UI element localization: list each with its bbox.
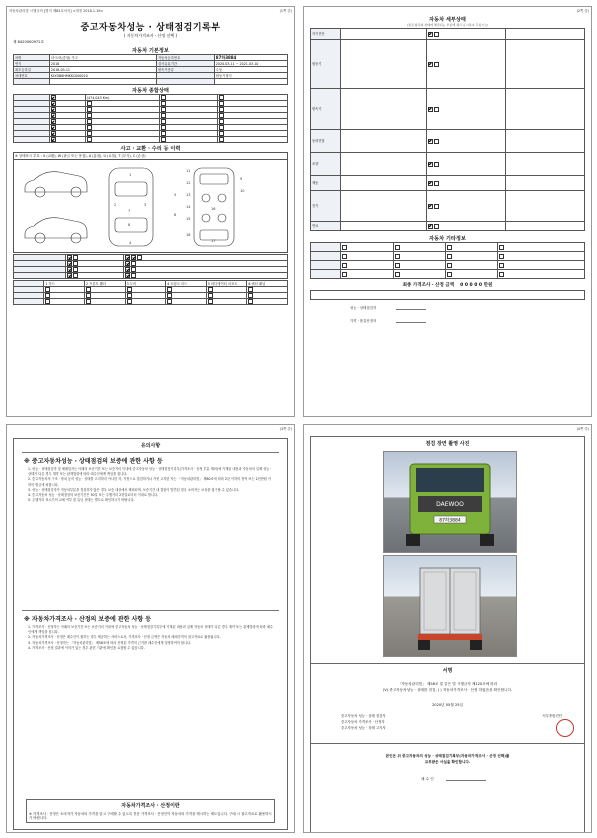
official-seal: [556, 719, 574, 737]
accident-note: ※ 상태표시 부호 : X (교환), W (판금 또는 용접), A (흠집), U (요철), T (부식), C (손상): [13, 152, 288, 160]
general-status-title: 자동차 종합상태: [132, 88, 169, 94]
page-4: [303, 424, 592, 833]
zone-number: 15: [186, 217, 191, 222]
zone-number: 11: [186, 169, 191, 174]
general-status-table: [13, 94, 288, 143]
plate-number: 87하3884: [214, 55, 287, 61]
other-info-table: [310, 242, 585, 279]
page-1: [6, 6, 295, 417]
zone-number: 5: [174, 193, 177, 198]
detail-status-table: 자기진단 원동기 변속기 동력전달 조향 제동 전기 연료: [310, 28, 585, 231]
document-subtitle: ( 자동차가격조사 · 산정 선택 ): [123, 33, 178, 38]
other-info-title: 자동차 기타정보: [429, 236, 466, 242]
page-number: (1쪽 중): [279, 9, 292, 13]
page-2: [303, 6, 592, 417]
zone-number: 17: [211, 239, 216, 244]
vehicle-diagram: [13, 160, 288, 253]
signer-appraiser: 중고자동차 가격조사 · 산정자: [341, 720, 385, 724]
signature-section-title: 서명: [442, 668, 453, 674]
organization-name: 서부종합진단: [542, 714, 562, 718]
zone-number: 3: [144, 203, 147, 208]
zone-number: 4: [129, 241, 132, 246]
final-price-value: 0 0 0 0 0 만원: [460, 283, 493, 288]
mileage-value: (474,043 Km): [85, 95, 159, 101]
document-number: 제 8420000972호: [13, 40, 44, 44]
zone-number: 7: [128, 209, 131, 214]
zone-number: 12: [186, 181, 191, 186]
truck-rear-illustration: [384, 556, 516, 656]
basic-info-table: 차명 마·트럭(중형) 카고 자동차등록번호 87하3884 연식 2018 검사유효기간 2020.03.11 ~ 2021.03.10 최초등록일 2018-03-11 변속기종류 수동 차대번호 KLYDB6HMKKC000010 원동기형식: [13, 54, 288, 85]
page-number: (3쪽 중): [279, 427, 292, 431]
parts-legend-table: 1 후드 2 프론트 휀더 3 도어 4 트렁크 리드 5 라디에이터 서포트 6 쿼터 패널: [13, 280, 288, 305]
zone-number: 16: [211, 207, 216, 212]
appraiser-signature-label: 가격 · 품질산정자: [350, 319, 377, 323]
page-number: (4쪽 중): [576, 427, 589, 431]
buyer-signature-line: [446, 780, 486, 781]
signer-notifier: 중고자동차 성능 · 상태 고지자: [341, 726, 386, 730]
performance-guarantee-text: 1. 성능 · 상태점검자 및 매매업자는 아래의 보증기간 또는 보증거리 이내에 중고자동차 성능 · 상태점검기록부(가격조사 · 산정 부분 제외)에 기재된 내용과 자동차의 실제 성능 · 상태가 다른 경우 계약 또는 관계법령에 따라 매수인에게 책임을 집니다. 2. 중고자동차의 구조 · 장치 등의 성능 · 상태를 고지하지 아니한 자, 거짓으로 점검하거나 거짓 고지한 자는 「자동차관리법」 제80조에 따라 2년 이하의 징역 또는 2천만원 이하의 벌금에 처합니다. 3. 성능 · 상태점검자가 자동차부분을 점검하지 않은 경우 보증 대상에서 제외되며, 보증기간 내 결함이 발견된 경우 소비자는 보상을 청구할 수 있습니다. 4. 중고자동차 성능 · 상태점검의 보증기간은 30일 또는 주행거리 2천킬로미터 이내로 합니다. 5. 주행거리 표시기의 교체 여부 및 튜닝 상태는 별도로 확인하시기 바랍니다.: [28, 467, 272, 503]
zone-number: 18: [186, 233, 191, 238]
detail-status-title: 자동차 세부상태: [429, 17, 466, 23]
receipt-statement: 본인은 위 중고자동차의 성능 · 상태점검기록부(자동차가격조사 · 산정 선택)를 교부받은 사실을 확인합니다.: [385, 754, 510, 764]
price-guarantee-heading: ※ 자동차가격조사 · 산정의 보증에 관한 사항 등: [24, 616, 152, 623]
detail-status-subtitle: (점검 항목의 상태에 해당되는 부분에 체크 표시하여 주십시오): [406, 23, 489, 27]
accident-history-title: 사고 · 교환 · 수리 등 이력: [120, 146, 181, 152]
zone-number: 10: [240, 189, 245, 194]
page-header: 자동차관리법 시행규칙 [별지 제82호서식] <개정 2018.1.19>: [9, 9, 104, 13]
inspector-signature-label: 성능 · 상태점검자: [350, 306, 377, 310]
signature-date: 2020년 05월 25일: [432, 703, 463, 707]
zone-number: 13: [186, 193, 191, 198]
signature-statement: 「자동차관리법」 제58조 및 같은 법 시행규칙 제120조에 따라 (V) 중고자동차성능 · 상태를 점검, ( ) 자동차가격조사 · 산정 하였음을 확인합니다.: [382, 682, 513, 692]
zone-number: 8: [128, 223, 131, 228]
zone-number: 6: [174, 213, 177, 218]
signer-inspector: 중고자동차 성능 · 상태 점검자: [341, 714, 386, 718]
zone-number: 1: [129, 173, 132, 178]
zone-number: 9: [240, 177, 243, 182]
truck-front-photo: [383, 451, 517, 553]
price-appraisal-definition-text: ※ 가격조사 · 산정은 소비자가 자동차의 가격을 알고 구매할 수 있도록 전문 가격조사 · 산정인이 자동차의 가격을 제시하는 제도입니다. 구매 시 참고자료로 활용하시기 바랍니다.: [29, 811, 272, 820]
page-3: [6, 424, 295, 833]
notes-title: 유의사항: [140, 443, 161, 449]
accident-detail-table: [13, 254, 288, 279]
truck-front-illustration: [384, 452, 516, 552]
zone-number: 14: [186, 205, 191, 210]
car-outline-diagram: [14, 160, 291, 252]
zone-number: 2: [114, 203, 117, 208]
buyer-label: 매 수 인: [421, 777, 434, 781]
truck-brand-text: DAEWOO: [436, 501, 464, 508]
truck-plate-text: 87하3884: [439, 518, 461, 524]
photo-section-title: 점검 장면 촬영 사진: [425, 441, 470, 447]
basic-info-title: 자동차 기본정보: [132, 48, 169, 54]
document-title: 중고자동차성능 · 상태점검기록부: [80, 23, 221, 33]
truck-rear-photo: [383, 555, 517, 657]
price-appraisal-definition-title: 자동차가격조사 · 산정이란: [121, 802, 180, 809]
price-guarantee-text: 1. 가격조사 · 산정자는 아래의 보증기간 또는 보증거리 이내에 중고자동차 성능 · 상태점검기록부에 기재된 내용과 실제 자동차 상태가 다른 경우 계약 또는 관계법령에 따라 매수인에게 책임을 집니다. 2. 자동차가격조사 · 산정은 매수인이 원하는 경우 제공하는 서비스로서, 가격조사 · 산정 금액은 자동차 매매가격의 참고자료로 활용됩니다. 3. 자동차가격조사 · 산정자는 「자동차관리법」 제58조에 따라 산정된 가격의 근거를 매수인에게 설명하여야 합니다. 4. 가격조사 · 산정 결과에 이의가 있는 경우 관련 기관에 확인을 요청할 수 있습니다.: [28, 625, 273, 650]
performance-guarantee-heading: ※ 중고자동차성능 · 상태점검의 보증에 관한 사항 등: [24, 458, 163, 465]
page-number: (2쪽 중): [576, 9, 589, 13]
final-price-label: 최종 가격조사 · 산정 금액: [402, 283, 455, 288]
